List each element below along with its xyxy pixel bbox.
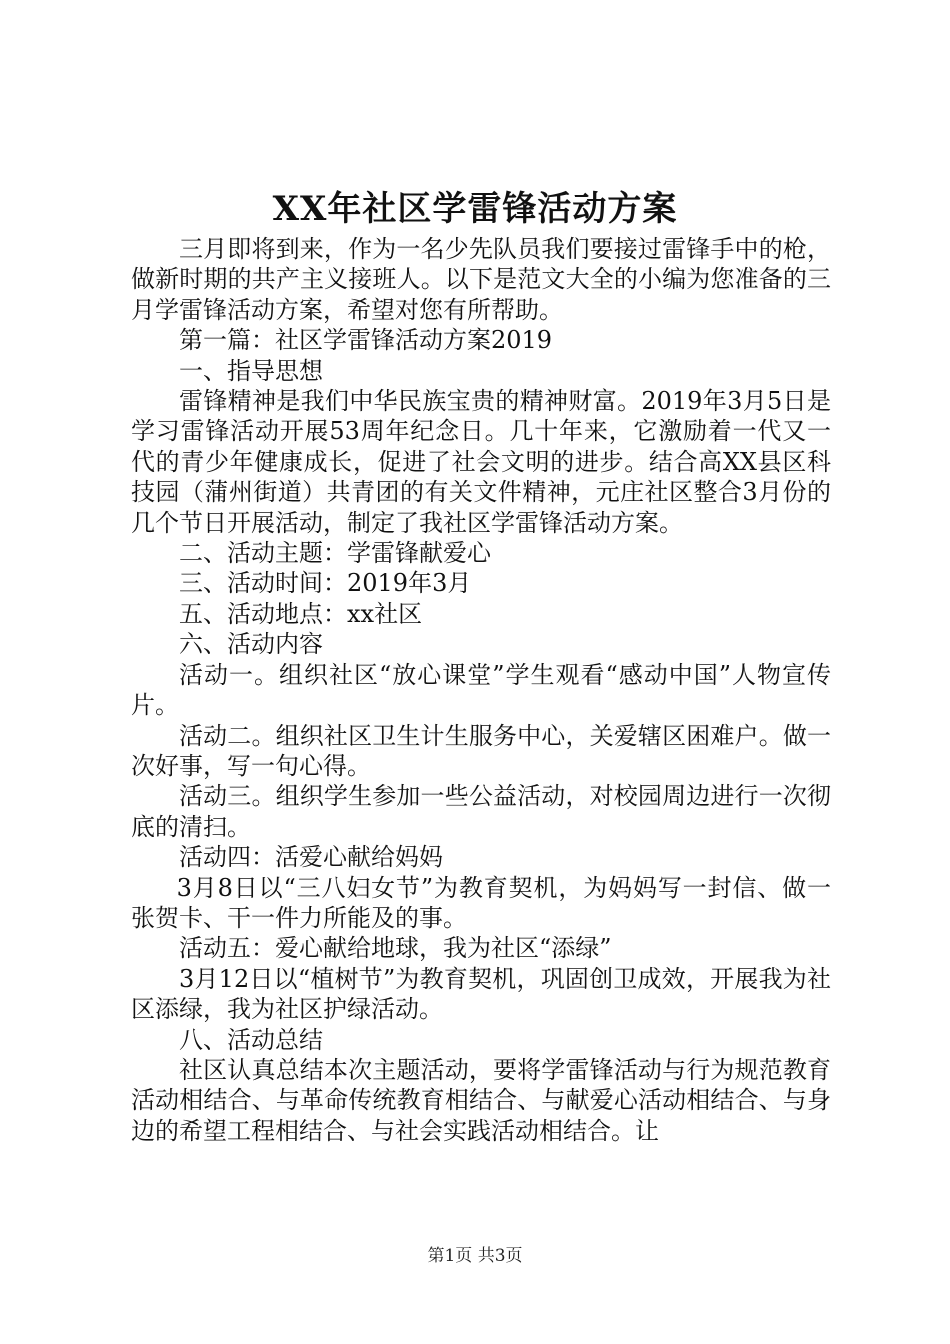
activity-location: 五、活动地点：xx社区 [179, 599, 423, 628]
document-body [131, 234, 831, 1146]
section-heading-summary: 八、活动总结 [179, 1025, 323, 1054]
activity-four-detail: 3月8日以“三八妇女节”为教育契机，为妈妈写一封信、做一张贺卡、干一件力所能及的事。 [131, 873, 831, 932]
activity-five: 活动五：爱心献给地球，我为社区“添绿” [179, 934, 612, 963]
activity-five-detail: 3月12日以“植树节”为教育契机，巩固创卫成效，开展我为社区添绿，我为社区护绿活动。 [131, 964, 831, 1024]
section-heading-activity-content: 六、活动内容 [179, 630, 323, 659]
activity-one: 活动一。组织社区“放心课堂”学生观看“感动中国”人物宣传片。 [131, 660, 831, 720]
activity-three: 活动三。组织学生参加一些公益活动，对校园周边进行一次彻底的清扫。 [131, 782, 831, 841]
intro-paragraph: 三月即将到来，作为一名少先队员我们要接过雷锋手中的枪，做新时期的共产主义接班人。以下是范文大全的小编为您准备的三月学雷锋活动方案，希望对您有所帮助。 [131, 235, 831, 324]
activity-time: 三、活动时间：2019年3月 [179, 569, 472, 598]
summary-paragraph: 社区认真总结本次主题活动，要将学雷锋活动与行为规范教育活动相结合、与革命传统教育相结合、与献爱心活动相结合、与身边的希望工程相结合、与社会实践活动相结合。让 [131, 1055, 831, 1145]
guiding-thought-paragraph: 雷锋精神是我们中华民族宝贵的精神财富。2019年3月5日是学习雷锋活动开展53周年纪念日。几十年来，它激励着一代又一代的青少年健康成长，促进了社会文明的进步。结合高XX县区科技园（蒲州街道）共青团的有关文件精神，元庄社区整合3月份的几个节日开展活动，制定了我社区学雷锋活动方案。 [131, 387, 831, 537]
section-heading-guiding-thought: 一、指导思想 [179, 356, 323, 385]
section-heading-part1: 第一篇：社区学雷锋活动方案2019 [179, 326, 553, 355]
activity-theme: 二、活动主题：学雷锋献爱心 [179, 539, 491, 568]
activity-two: 活动二。组织社区卫生计生服务中心，关爱辖区困难户。做一次好事，写一句心得。 [131, 721, 831, 780]
page-number-footer: 第1页 共3页 [427, 1246, 523, 1266]
activity-four: 活动四：活爱心献给妈妈 [179, 843, 443, 872]
document-title: XX年社区学雷锋活动方案 [272, 189, 678, 229]
